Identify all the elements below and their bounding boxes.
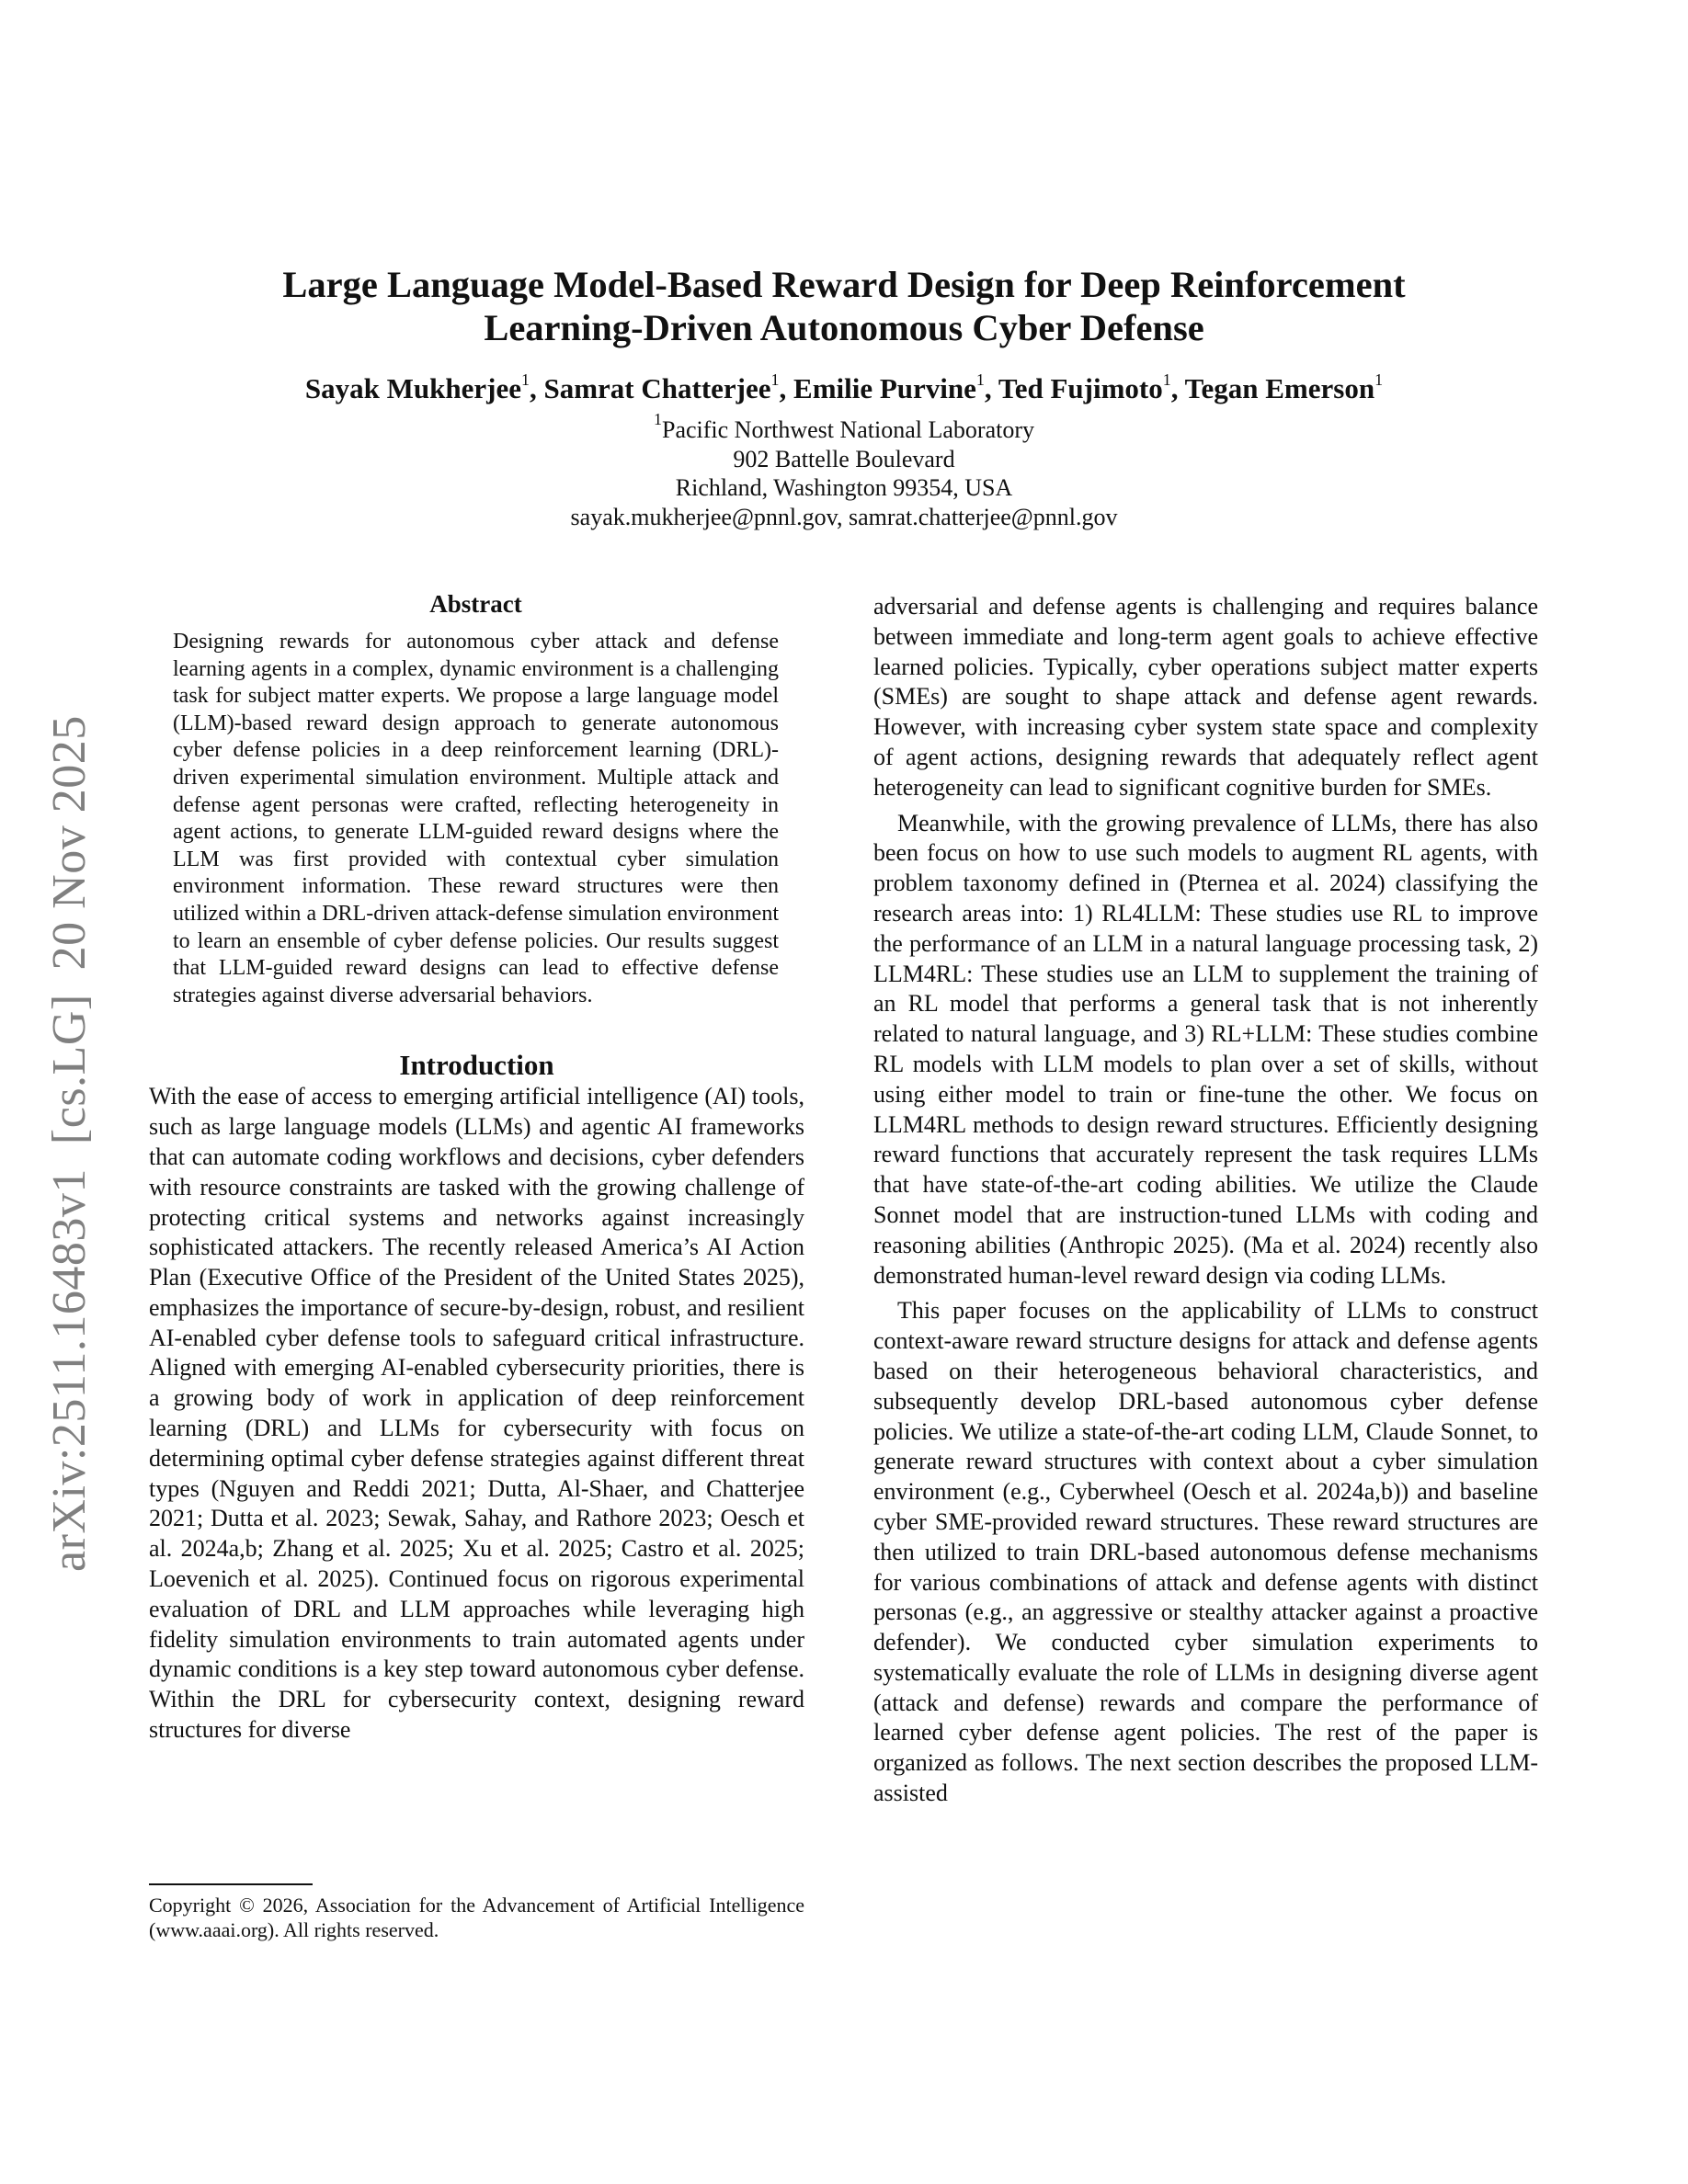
intro-paragraph-3: This paper focuses on the applicability of LLMs to construct context-aware reward structure designs for attack and defense agents based on their heterogeneous behavioral characteristics, and subsequently develop DRL-based autonomous cyber defense policies. We utilize a state-of-the-art coding LLM, Claude Sonnet, to generate reward structures with context about a cyber simulation environment (e.g., Cyberwheel (Oesch et al. 2024a,b)) and baseline cyber SME-provided reward structures. These reward structures are then utilized to train DRL-based autonomous defense mechanisms for various combinations of attack and defense agents with distinct personas (e.g., an aggressive or stealthy attacker against a proactive defender). We conducted cyber simulation experiments to systematically evaluate the role of LLMs in designing diverse agent (attack and defense) rewards and compare the performance of learned cyber defense agent policies. The rest of the paper is organized as follows. The next section describes the proposed LLM-assisted bbox=[873, 1297, 1538, 1807]
copyright-footnote bbox=[149, 1883, 804, 1943]
abstract-heading: Abstract bbox=[429, 590, 522, 618]
intro-paragraph-2: Meanwhile, with the growing prevalence of LLMs, there has also been focus on how to use such models to augment RL agents, with problem taxonomy defined in (Pternea et al. 2024) classifying the research areas into: 1) RL4LLM: These studies use RL to improve the performance of an LLM in a natural language processing task, 2) LLM4RL: These studies use an LLM to supplement the training of an RL model that performs a general task that is not inherently related to natural language, and 3) RL+LLM: These studies combine RL models with LLM models to plan over a set of skills, without using either model to train or fine-tune the other. We focus on LLM4RL methods to design reward structures. Efficiently designing reward functions that accurately represent the task requires LLMs that have state-of-the-art coding abilities. We utilize the Claude Sonnet model that are instruction-tuned LLMs with coding and reasoning abilities (Anthropic 2025). (Ma et al. 2024) recently also demonstrated human-level reward design via coding LLMs. bbox=[873, 809, 1538, 1289]
title-line-2: Learning-Driven Autonomous Cyber Defense bbox=[484, 307, 1204, 348]
affil-emails[interactable]: sayak.mukherjee@pnnl.gov, samrat.chatterjee@pnnl.gov bbox=[570, 503, 1118, 530]
affil-street: 902 Battelle Boulevard bbox=[733, 445, 955, 472]
intro-paragraph-1-part-a: With the ease of access to emerging artificial intelligence (AI) tools, such as large language models (LLMs) and agentic AI frameworks that can automate coding workflows and decisions, cyber defenders with resource constraints are tasked with the growing challenge of protecting critical systems and networks against increasingly sophisticated attackers. The recently released America’s AI Action Plan (Executive Office of the President of the United States 2025), emphasizes the importance of secure-by-design, robust, and resilient AI-enabled cyber defense tools to safeguard critical infrastructure. Aligned with emerging AI-enabled cybersecurity priorities, there is a growing body of work in application of deep reinforcement learning (DRL) and LLMs for cybersecurity with focus on determining optimal cyber defense strategies against different threat types (Nguyen and Reddi 2021; Dutta, Al-Shaer, and Chatterjee 2021; Dutta et al. 2023; Sewak, Sahay, and Rathore 2023; Oesch et al. 2024a,b; Zhang et al. 2025; Xu et al. 2025; Castro et al. 2025; Loevenich et al. 2025). Continued focus on rigorous experimental evaluation of DRL and LLM approaches while leveraging high fidelity simulation environments to train automated agents under dynamic conditions is a key step toward autonomous cyber defense. Within the DRL for cybersecurity context, designing reward structures for diverse bbox=[149, 1083, 804, 1744]
right-column bbox=[873, 592, 1538, 1809]
introduction-heading: Introduction bbox=[399, 1049, 554, 1082]
author-name: Ted Fujimoto bbox=[998, 372, 1163, 404]
author-name: Samrat Chatterjee bbox=[543, 372, 771, 404]
abstract-text: Designing rewards for autonomous cyber attack and defense learning agents in a complex, dynamic environment is a challenging task for subject matter experts. We propose a large language model (LLM)-based reward design approach to generate autonomous cyber defense policies in a deep reinforcement learning (DRL)-driven experimental simulation environment. Multiple attack and defense agent personas were crafted, reflecting heterogeneity in agent actions, to generate LLM-guided reward designs where the LLM was first provided with contextual cyber simulation environment information. These reward structures were then utilized within a DRL-driven attack-defense simulation environment to learn an ensemble of cyber defense policies. Our results suggest that LLM-guided reward designs can lead to effective defense strategies against diverse adversarial behaviors. bbox=[173, 630, 779, 1007]
author-affil-mark: 1 bbox=[1374, 370, 1384, 389]
affiliation-block bbox=[184, 410, 1504, 531]
author-list: Sayak Mukherjee$^1$, Samrat Chatterjee$^1$, Emilie Purvine$^1$, Ted Fujimoto$^1$, Tegan Emerson$^1$ bbox=[304, 370, 1384, 404]
arxiv-stamp bbox=[43, 597, 96, 1572]
affil-city: Richland, Washington 99354, USA bbox=[675, 474, 1013, 501]
paper-title bbox=[184, 263, 1504, 349]
intro-paragraph-1-part-b: adversarial and defense agents is challenging and requires balance between immediate and long-term agent goals to achieve effective learned policies. Typically, cyber operations subject matter experts (SMEs) are sought to shape attack and defense agent rewards. However, with increasing cyber system state space and complexity of agent actions, designing rewards that adequately reflect agent heterogeneity can lead to significant cognitive burden for SMEs. bbox=[873, 593, 1538, 801]
arxiv-id: arXiv:2511.16483v1 bbox=[43, 1168, 96, 1572]
author-affil-mark: 1 bbox=[770, 370, 780, 389]
arxiv-date: 20 Nov 2025 bbox=[43, 715, 96, 971]
author-affil-mark: 1 bbox=[1162, 370, 1171, 389]
copyright-text: Copyright © 2026, Association for the Advancement of Artificial Intelligence (www.aaai.org). All rights reserved. bbox=[149, 1893, 804, 1941]
author-name: Sayak Mukherjee bbox=[304, 372, 521, 404]
author-affil-mark: 1 bbox=[520, 370, 530, 389]
affil-mark: 1 bbox=[653, 410, 662, 428]
title-line-1: Large Language Model-Based Reward Design for Deep Reinforcement bbox=[282, 264, 1406, 305]
affil-org: Pacific Northwest National Laboratory bbox=[661, 416, 1035, 443]
arxiv-category: [cs.LG] bbox=[43, 994, 96, 1145]
footnote-rule bbox=[149, 1883, 313, 1885]
author-name: Emilie Purvine bbox=[793, 372, 976, 404]
left-column bbox=[149, 588, 804, 1746]
author-name: Tegan Emerson bbox=[1184, 372, 1375, 404]
author-affil-mark: 1 bbox=[975, 370, 985, 389]
